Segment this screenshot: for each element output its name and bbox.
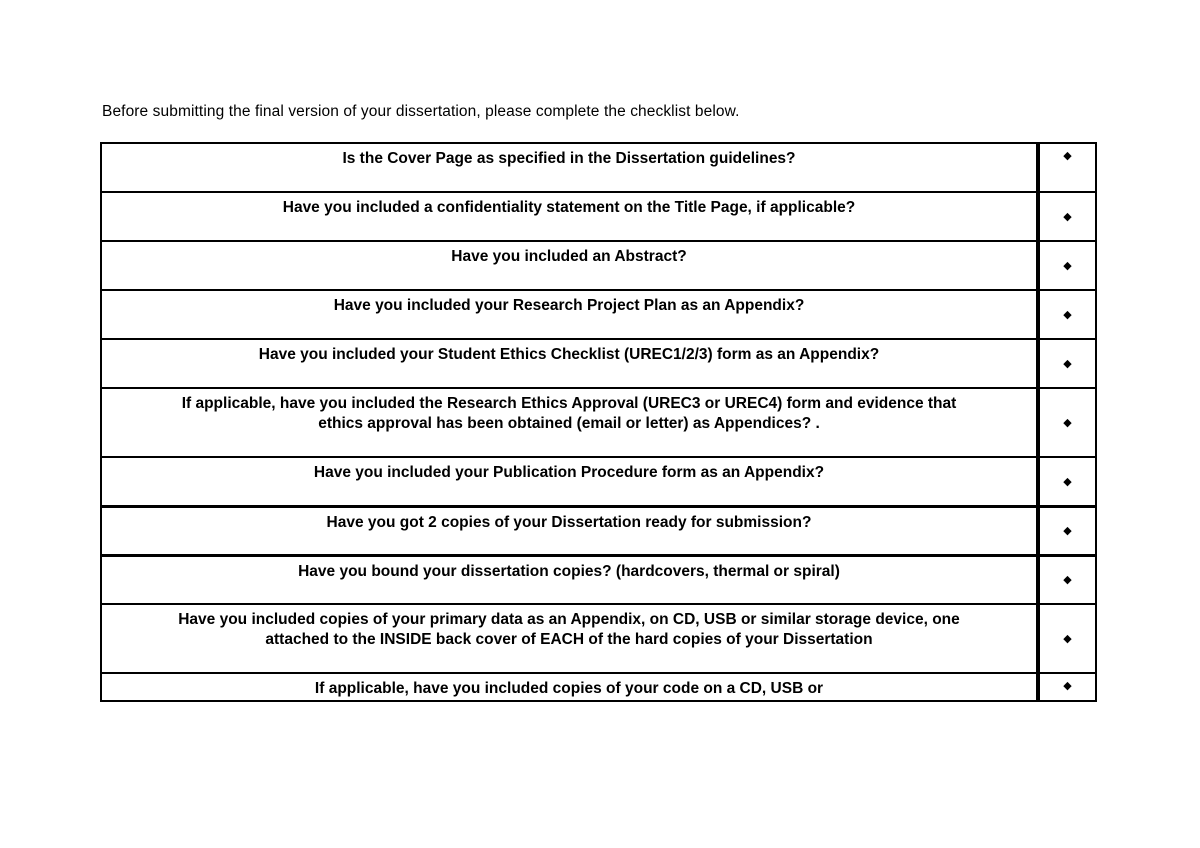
checkbox-bullet-icon[interactable]: ◆ <box>1038 555 1096 604</box>
checkbox-bullet-icon[interactable]: ◆ <box>1038 290 1096 339</box>
checklist-question: Have you included your Research Project Plan as an Appendix? <box>101 290 1038 339</box>
checklist-question: If applicable, have you included the Research Ethics Approval (UREC3 or UREC4) form and evidence that ethics approval has been obtained (email or letter) as Appendices? . <box>101 388 1038 457</box>
checkbox-bullet-icon[interactable]: ◆ <box>1038 339 1096 388</box>
checklist-row <box>101 604 1096 673</box>
checklist-question: Have you included a confidentiality statement on the Title Page, if applicable? <box>101 192 1038 241</box>
checklist-question: Is the Cover Page as specified in the Dissertation guidelines? <box>101 143 1038 192</box>
checklist-row <box>101 506 1096 555</box>
checklist-row <box>101 673 1096 701</box>
checklist-row <box>101 192 1096 241</box>
checklist-row <box>101 339 1096 388</box>
checkbox-bullet-icon[interactable]: ◆ <box>1038 143 1096 192</box>
checkbox-bullet-icon[interactable]: ◆ <box>1038 241 1096 290</box>
checkbox-bullet-icon[interactable]: ◆ <box>1038 604 1096 673</box>
checklist-question: Have you bound your dissertation copies? (hardcovers, thermal or spiral) <box>101 555 1038 604</box>
checklist-row <box>101 290 1096 339</box>
checklist-row <box>101 555 1096 604</box>
checkbox-bullet-icon[interactable]: ◆ <box>1038 506 1096 555</box>
checklist-question: Have you got 2 copies of your Dissertation ready for submission? <box>101 506 1038 555</box>
checklist-row <box>101 241 1096 290</box>
checklist-question: Have you included your Publication Procedure form as an Appendix? <box>101 457 1038 506</box>
checklist-question: Have you included your Student Ethics Checklist (UREC1/2/3) form as an Appendix? <box>101 339 1038 388</box>
checkbox-bullet-icon[interactable]: ◆ <box>1038 673 1096 701</box>
checklist-question: Have you included copies of your primary data as an Appendix, on CD, USB or similar storage device, one attached to the INSIDE back cover of EACH of the hard copies of your Dissertation <box>101 604 1038 673</box>
checkbox-bullet-icon[interactable]: ◆ <box>1038 388 1096 457</box>
checklist-question: If applicable, have you included copies of your code on a CD, USB or <box>101 673 1038 701</box>
submission-checklist-table <box>100 142 1097 702</box>
checklist-row <box>101 457 1096 506</box>
checklist-question: Have you included an Abstract? <box>101 241 1038 290</box>
checkbox-bullet-icon[interactable]: ◆ <box>1038 457 1096 506</box>
checklist-row <box>101 388 1096 457</box>
checklist-row <box>101 143 1096 192</box>
checkbox-bullet-icon[interactable]: ◆ <box>1038 192 1096 241</box>
checklist-intro: Before submitting the final version of your dissertation, please complete the checklist below. <box>102 103 740 120</box>
